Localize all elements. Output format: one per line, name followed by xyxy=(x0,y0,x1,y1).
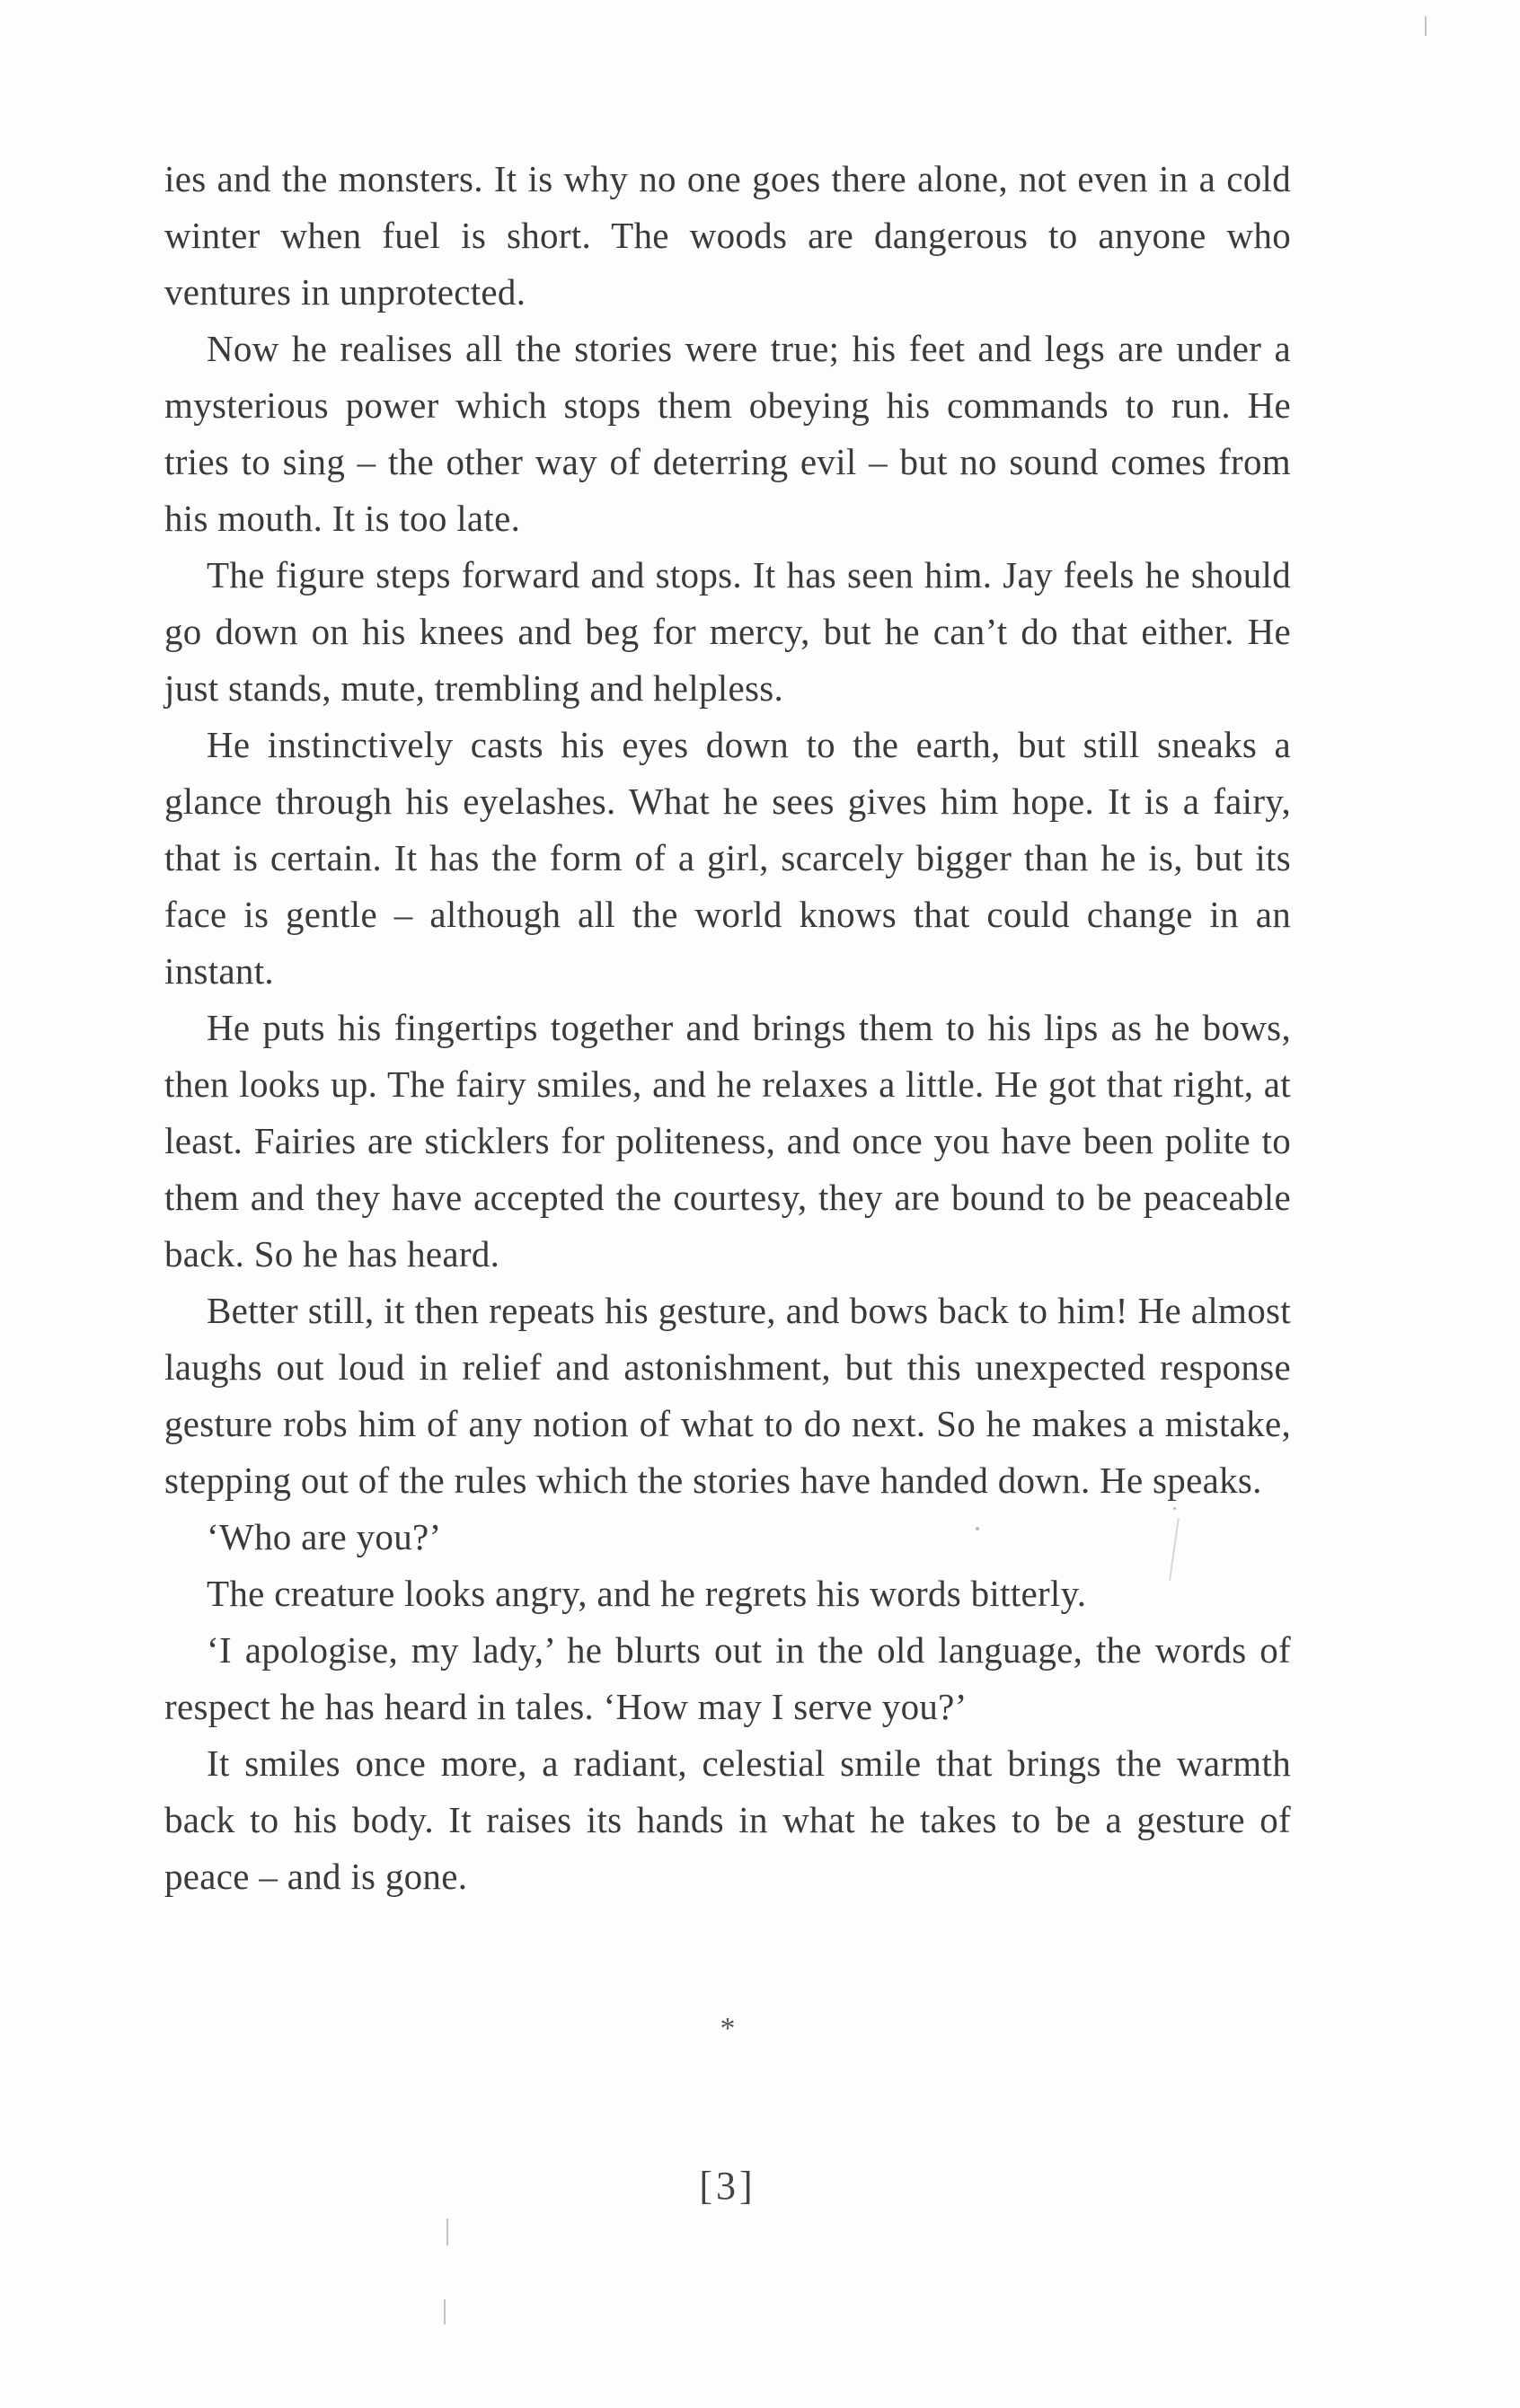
paragraph-5: He puts his fingertips together and brings them to his lips as he bows, then looks up. The fairy smiles, and he relaxes a little. He got that right, at least. Fairies are sticklers for politeness, and once you have been polite to them and they have accepted the courtesy, they are bound to be peaceable back. So he has heard. xyxy=(164,1007,1291,1275)
scan-mark xyxy=(1425,16,1427,36)
body-text xyxy=(164,151,1291,1905)
scan-mark xyxy=(444,2299,446,2324)
paragraph-7: ‘Who are you?’ xyxy=(207,1516,442,1557)
paragraph-6: Better still, it then repeats his gesture, and bows back to him! He almost laughs out loud in relief and astonishment, but this unexpected response gesture robs him of any notion of what to do next. So he makes a mistake, stepping out of the rules which the stories have handed down. He speaks. xyxy=(164,1290,1291,1501)
scan-speck xyxy=(1173,1507,1176,1510)
paragraph-1: ies and the monsters. It is why no one goes there alone, not even in a cold winter when fuel is short. The woods are dangerous to anyone who ventures in unprotected. xyxy=(164,158,1291,313)
section-break-asterisk: * xyxy=(720,2012,736,2045)
page-number: [3] xyxy=(699,2164,756,2208)
paragraph-8: The creature looks angry, and he regrets his words bitterly. xyxy=(207,1573,1087,1614)
scan-mark xyxy=(446,2218,448,2245)
paragraph-9: ‘I apologise, my lady,’ he blurts out in the old language, the words of respect he has heard in tales. ‘How may I serve you?’ xyxy=(164,1629,1291,1727)
paragraph-10: It smiles once more, a radiant, celestial smile that brings the warmth back to his body. It raises its hands in what he takes to be a gesture of peace – and is gone. xyxy=(164,1742,1291,1897)
paragraph-3: The figure steps forward and stops. It has seen him. Jay feels he should go down on his knees and beg for mercy, but he can’t do that either. He just stands, mute, trembling and helpless. xyxy=(164,554,1291,709)
paragraph-4: He instinctively casts his eyes down to the earth, but still sneaks a glance through his eyelashes. What he sees gives him hope. It is a fairy, that is certain. It has the form of a girl, scarcely bigger than he is, but its face is gentle – although all the world knows that could change in an instant. xyxy=(164,724,1291,992)
scan-speck xyxy=(976,1527,979,1530)
paragraph-2: Now he realises all the stories were true; his feet and legs are under a mysterious power which stops them obeying his commands to run. He tries to sing – the other way of deterring evil – but no sound comes from his mouth. It is too late. xyxy=(164,328,1291,539)
